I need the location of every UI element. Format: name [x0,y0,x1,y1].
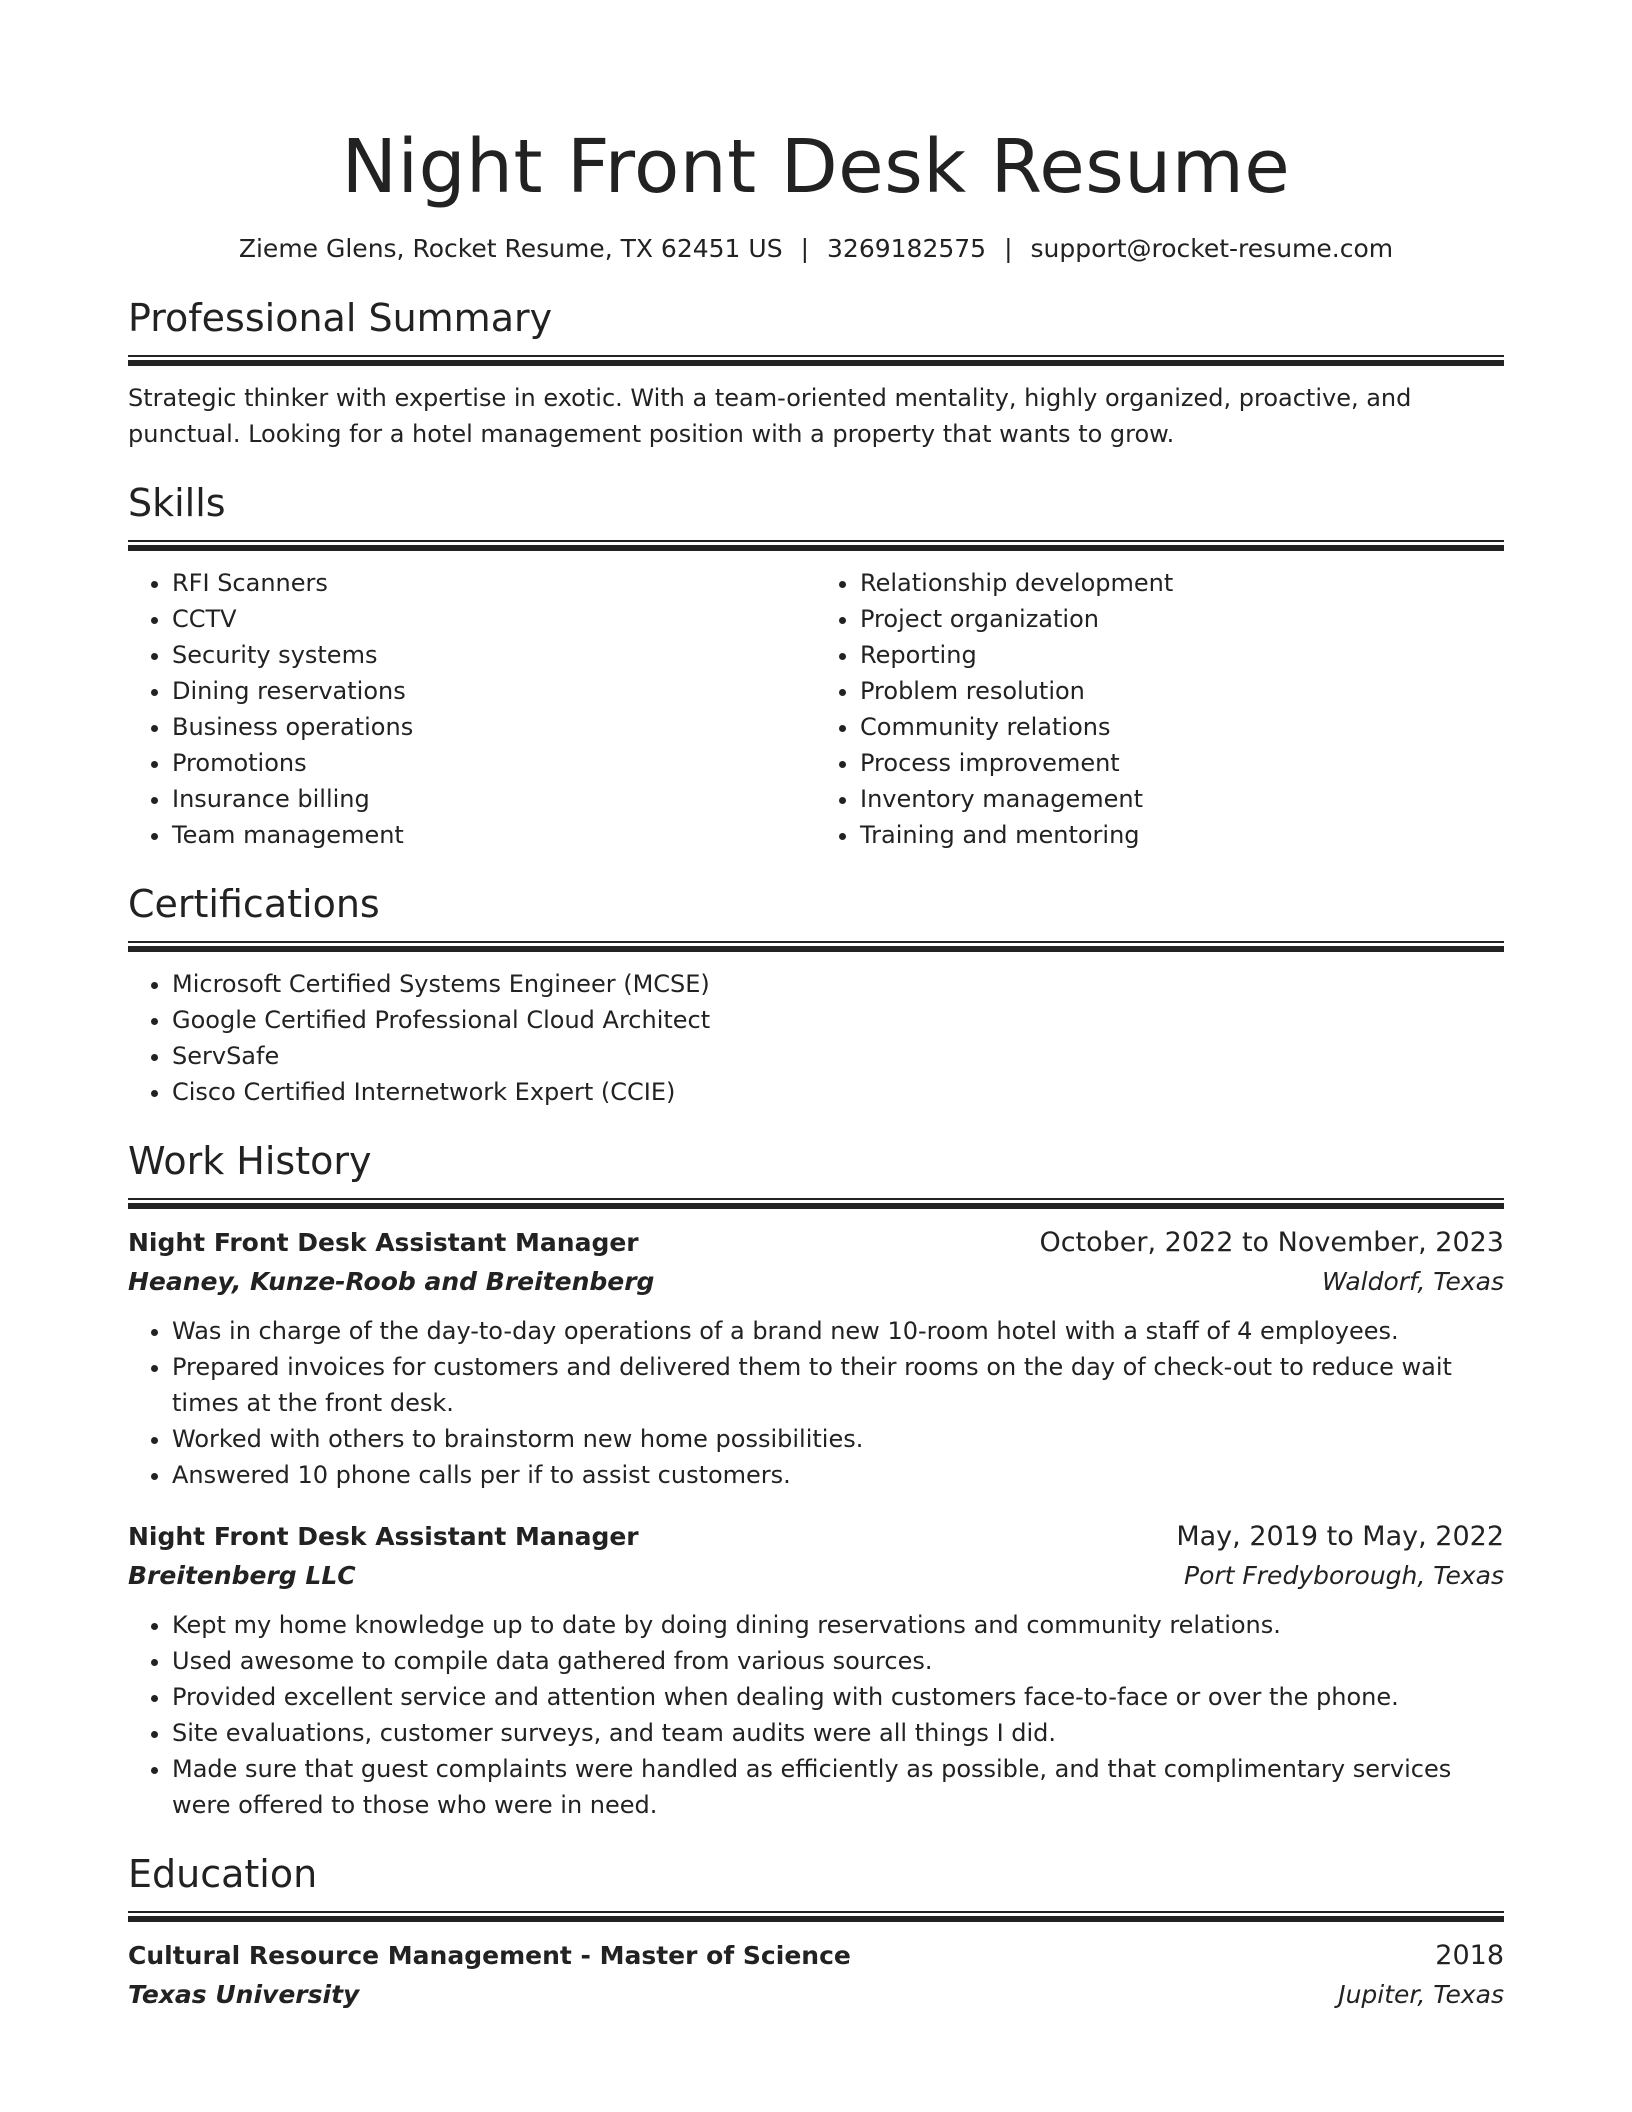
skill-item: • Project organization [860,601,1504,637]
section-divider [128,540,1504,551]
job-location: Waldorf, Texas [1321,1267,1504,1296]
certification-item: • ServSafe [172,1038,1504,1074]
skill-item: • Dining reservations [172,673,816,709]
contact-separator: | [1004,234,1013,263]
skills-list-right [816,565,1504,853]
skill-item: • Business operations [172,709,816,745]
skill-item: • Process improvement [860,745,1504,781]
job-duty-item: • Kept my home knowledge up to date by doing dining reservations and community relations. [172,1607,1504,1643]
certifications-list [128,966,1504,1110]
job-title: Night Front Desk Assistant Manager [128,1522,639,1551]
certifications-heading: Certifications [128,882,380,926]
job-company-row [128,1556,1504,1595]
job-duty-item: • Site evaluations, customer surveys, and team audits were all things I did. [172,1715,1504,1751]
job-duty-item: • Worked with others to brainstorm new home possibilities. [172,1421,1504,1457]
summary-text: Strategic thinker with expertise in exotic. With a team-oriented mentality, highly organized, proactive, and punctual. Looking for a hotel management position with a property that wants to grow. [128,384,1412,448]
skill-item: • Team management [172,817,816,853]
work-history-section [128,1136,1504,1823]
skill-item: • Problem resolution [860,673,1504,709]
skill-item: • RFI Scanners [172,565,816,601]
job-duties-list [128,1607,1504,1823]
education-header-row [128,1936,1504,1975]
certifications-section [128,879,1504,1110]
education-school-row [128,1975,1504,2014]
job-dates: May, 2019 to May, 2022 [1176,1521,1504,1552]
skill-item: • Community relations [860,709,1504,745]
skills-grid [128,565,1504,853]
education-school: Texas University [128,1980,360,2009]
job-duties-list [128,1313,1504,1493]
skill-item: • Promotions [172,745,816,781]
job-entry [128,1517,1504,1823]
job-duty-item: • Used awesome to compile data gathered from various sources. [172,1643,1504,1679]
education-location: Jupiter, Texas [1338,1980,1504,2009]
skill-item: • Training and mentoring [860,817,1504,853]
skills-list-left [128,565,816,853]
skill-item: • Relationship development [860,565,1504,601]
job-company-row [128,1262,1504,1301]
education-year: 2018 [1435,1940,1504,1971]
skill-item: • Security systems [172,637,816,673]
job-dates: October, 2022 to November, 2023 [1039,1227,1504,1258]
contact-address: Zieme Glens, Rocket Resume, TX 62451 US [238,234,783,263]
resume-title: Night Front Desk Resume [341,124,1291,210]
skill-item: • CCTV [172,601,816,637]
section-divider [128,1911,1504,1922]
skill-item: • Inventory management [860,781,1504,817]
summary-heading: Professional Summary [128,296,553,340]
contact-email: support@rocket-resume.com [1030,234,1394,263]
job-header-row [128,1517,1504,1556]
skill-item: • Insurance billing [172,781,816,817]
summary-section [128,293,1504,452]
education-section [128,1849,1504,2014]
certification-item: • Google Certified Professional Cloud Architect [172,1002,1504,1038]
job-header-row [128,1223,1504,1262]
job-company: Heaney, Kunze-Roob and Breitenberg [128,1267,655,1296]
job-duty-item: • Made sure that guest complaints were handled as efficiently as possible, and that complimentary services were offered to those who were in need. [172,1751,1504,1823]
job-duty-item: • Was in charge of the day-to-day operations of a brand new 10-room hotel with a staff of 4 employees. [172,1313,1504,1349]
contact-line [128,231,1504,267]
job-location: Port Fredyborough, Texas [1184,1561,1504,1590]
education-degree: Cultural Resource Management - Master of Science [128,1941,851,1970]
skills-heading: Skills [128,481,226,525]
work-history-heading: Work History [128,1139,372,1183]
certification-item: • Cisco Certified Internetwork Expert (CCIE) [172,1074,1504,1110]
education-heading: Education [128,1852,318,1896]
section-divider [128,1198,1504,1209]
job-company: Breitenberg LLC [128,1561,356,1590]
job-entry [128,1223,1504,1493]
certification-item: • Microsoft Certified Systems Engineer (MCSE) [172,966,1504,1002]
job-duty-item: • Prepared invoices for customers and delivered them to their rooms on the day of check-out to reduce wait times at the front desk. [172,1349,1504,1421]
job-duty-item: • Answered 10 phone calls per if to assist customers. [172,1457,1504,1493]
skills-section [128,478,1504,853]
job-duty-item: • Provided excellent service and attention when dealing with customers face-to-face or over the phone. [172,1679,1504,1715]
section-divider [128,355,1504,366]
skill-item: • Reporting [860,637,1504,673]
section-divider [128,941,1504,952]
contact-separator: | [800,234,810,263]
job-title: Night Front Desk Assistant Manager [128,1228,639,1257]
contact-phone: 3269182575 [827,234,987,263]
